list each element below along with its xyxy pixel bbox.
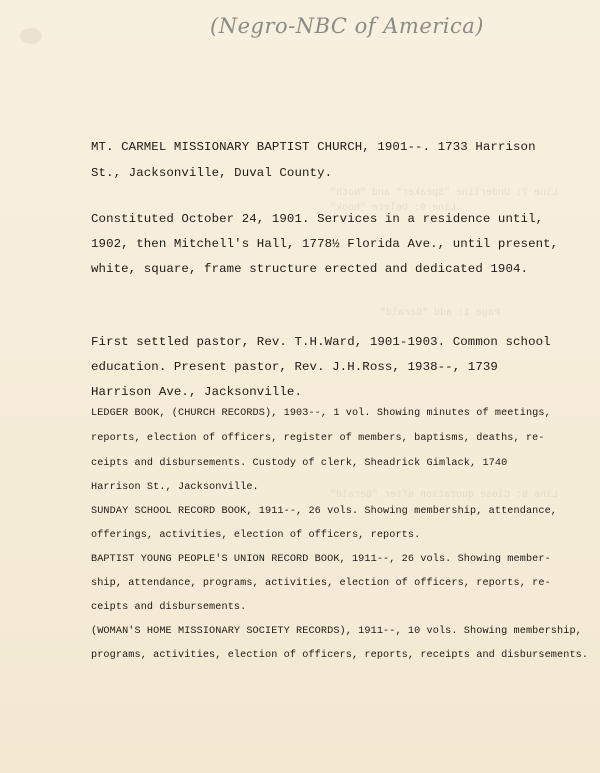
heading-line-1: MT. CARMEL MISSIONARY BAPTIST CHURCH, 1901--. 1733 Harrison	[91, 140, 536, 154]
bleed-through-text: Line 7: Underline "Speaker" and "Noth"	[330, 188, 559, 199]
bleed-through-text: Page 1: add "Gerald"	[380, 308, 501, 319]
history-line-3: white, square, frame structure erected and dedicated 1904.	[91, 262, 529, 276]
handwritten-annotation: (Negro-NBC of America)	[210, 14, 484, 38]
record-line: offerings, activities, election of officers, reports.	[91, 530, 421, 541]
record-line: reports, election of officers, register of members, baptisms, deaths, re-	[91, 433, 545, 444]
pastors-line-3: Harrison Ave., Jacksonville.	[91, 385, 302, 399]
record-line: programs, activities, election of officers, reports, receipts and disbursements.	[91, 650, 589, 661]
record-line: BAPTIST YOUNG PEOPLE'S UNION RECORD BOOK, 1911--, 26 vols. Showing member-	[91, 554, 551, 565]
history-line-2: 1902, then Mitchell's Hall, 1778½ Florida Ave., until present,	[91, 237, 559, 251]
heading-line-2: St., Jacksonville, Duval County.	[91, 166, 333, 180]
history-line-1: Constituted October 24, 1901. Services in a residence until,	[91, 212, 544, 226]
paper-smudge	[20, 28, 42, 44]
record-line: (WOMAN'S HOME MISSIONARY SOCIETY RECORDS), 1911--, 10 vols. Showing membership,	[91, 626, 582, 637]
record-line: SUNDAY SCHOOL RECORD BOOK, 1911--, 26 vols. Showing membership, attendance,	[91, 506, 558, 517]
bleed-through-text: Line 9: Delete "hook"	[330, 203, 457, 214]
record-line: Harrison St., Jacksonville.	[91, 482, 259, 493]
bleed-through-text: Line 9: Close quotation after "Gerald"	[330, 490, 559, 501]
record-line: LEDGER BOOK, (CHURCH RECORDS), 1903--, 1 vol. Showing minutes of meetings,	[91, 408, 551, 419]
record-line: ceipts and disbursements.	[91, 602, 247, 613]
record-line: ship, attendance, programs, activities, election of officers, reports, re-	[91, 578, 551, 589]
record-line: ceipts and disbursements. Custody of clerk, Sheadrick Gimlack, 1740	[91, 458, 508, 469]
pastors-line-2: education. Present pastor, Rev. J.H.Ross, 1938--, 1739	[91, 360, 498, 374]
pastors-line-1: First settled pastor, Rev. T.H.Ward, 1901-1903. Common school	[91, 335, 551, 349]
